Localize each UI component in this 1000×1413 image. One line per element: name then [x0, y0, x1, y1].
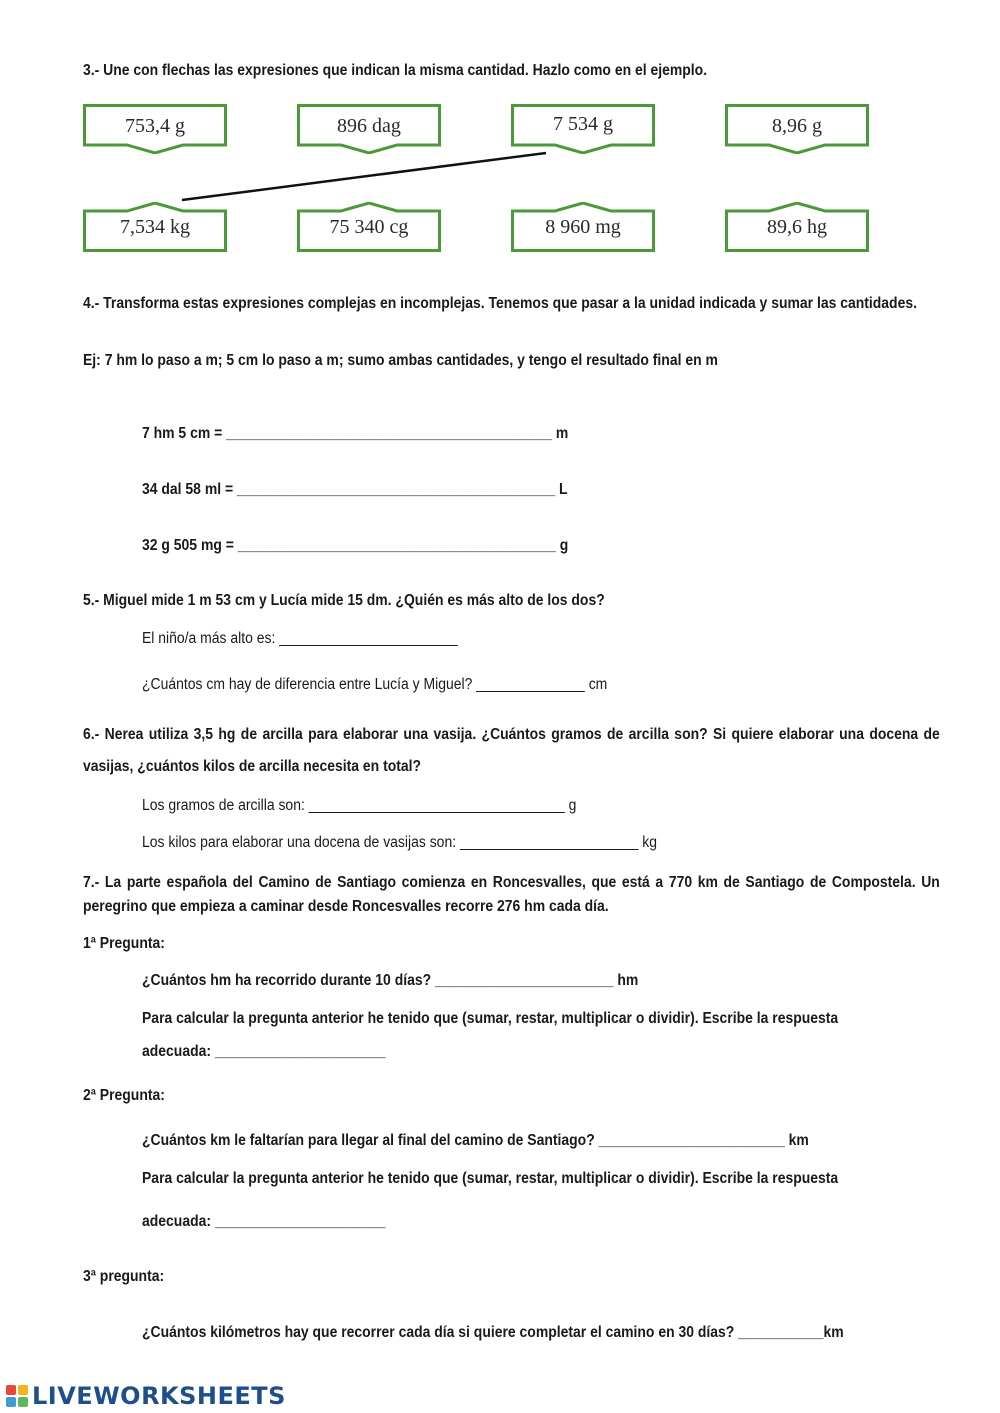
q5-answer-2[interactable]: ¿Cuántos cm hay de diferencia entre Lucía y Miguel? ______________ cm: [142, 676, 608, 693]
bottom-box-1-label: 7,534 kg: [120, 216, 190, 238]
q4-item-1-blank[interactable]: __________________________________________: [226, 425, 552, 442]
q4-item-2-unit: L: [555, 481, 568, 498]
q4-item-3-blank[interactable]: _________________________________________: [237, 537, 556, 554]
q6-answer-1[interactable]: Los gramos de arcilla son: _________________________________ g: [142, 797, 577, 814]
liveworksheets-logo[interactable]: [6, 1380, 286, 1412]
q4-item-3-unit: g: [555, 537, 569, 554]
q7-part2-label: 2ª Pregunta:: [83, 1087, 165, 1104]
q4-item-2[interactable]: [142, 480, 568, 500]
q7-part1-method: Para calcular la pregunta anterior he tenido que (sumar, restar, multiplicar o dividir). Escribe la respuesta: [142, 1010, 839, 1027]
q4-item-2-blank[interactable]: _________________________________________: [237, 481, 556, 498]
q4-item-3[interactable]: [142, 536, 568, 556]
q7-part1-label: 1ª Pregunta:: [83, 935, 165, 952]
q7-part2-answer[interactable]: adecuada: ______________________: [142, 1213, 386, 1230]
q7-part3-question[interactable]: ¿Cuántos kilómetros hay que recorrer cada día si quiere completar el camino en 30 días? ___________km: [142, 1324, 844, 1341]
bottom-box-2-label: 75 340 cg: [329, 216, 409, 238]
q4-item-1-unit: m: [551, 425, 569, 442]
logo-square: [18, 1385, 28, 1395]
bottom-box-1[interactable]: [83, 202, 227, 250]
top-box-2-label: 896 dag: [337, 115, 401, 137]
q4-item-1-expr: 7 hm 5 cm =: [142, 425, 227, 442]
q7-part2-method: Para calcular la pregunta anterior he tenido que (sumar, restar, multiplicar o dividir). Escribe la respuesta: [142, 1170, 839, 1187]
q7-part1-question[interactable]: ¿Cuántos hm ha recorrido durante 10 días? _______________________ hm: [142, 972, 639, 989]
logo-text: LIVEWORKSHEETS: [32, 1382, 286, 1410]
top-box-3-label: 7 534 g: [553, 113, 613, 135]
q5-answer-1[interactable]: El niño/a más alto es: _______________________: [142, 630, 458, 647]
q4-title: 4.- Transforma estas expresiones complejas en incomplejas. Tenemos que pasar a la unidad indicada y sumar las cantidades.: [83, 295, 917, 312]
logo-square: [6, 1397, 16, 1407]
bottom-box-4[interactable]: [725, 202, 869, 250]
top-box-1-label: 753,4 g: [125, 115, 185, 137]
logo-square: [18, 1397, 28, 1407]
bottom-box-2[interactable]: [297, 202, 441, 250]
logo-square: [6, 1385, 16, 1395]
q7-part2-question[interactable]: ¿Cuántos km le faltarían para llegar al final del camino de Santiago? ________________________ km: [142, 1132, 809, 1149]
bottom-box-3-label: 8 960 mg: [545, 216, 621, 238]
q7-part3-label: 3ª pregunta:: [83, 1268, 165, 1285]
bottom-box-4-label: 89,6 hg: [767, 216, 827, 238]
logo-squares-icon: [6, 1385, 28, 1407]
q4-item-3-expr: 32 g 505 mg =: [142, 537, 238, 554]
top-box-4-label: 8,96 g: [772, 115, 822, 137]
q5-title: 5.- Miguel mide 1 m 53 cm y Lucía mide 15 dm. ¿Quién es más alto de los dos?: [83, 592, 605, 609]
q3-title: 3.- Une con flechas las expresiones que indican la misma cantidad. Hazlo como en el ejemplo.: [83, 62, 708, 79]
q6-answer-2[interactable]: Los kilos para elaborar una docena de vasijas son: _______________________ kg: [142, 834, 658, 851]
q4-item-1[interactable]: [142, 424, 568, 444]
q4-example: Ej: 7 hm lo paso a m; 5 cm lo paso a m; sumo ambas cantidades, y tengo el resultado final en m: [83, 352, 718, 369]
q6-title: 6.- Nerea utiliza 3,5 hg de arcilla para elaborar una vasija. ¿Cuántos gramos de arcilla son? Si quiere elaborar una docena de vasijas, ¿cuántos kilos de arcilla necesita en total?: [83, 726, 940, 775]
q4-item-2-expr: 34 dal 58 ml =: [142, 481, 238, 498]
q7-title: 7.- La parte española del Camino de Santiago comienza en Roncesvalles, que está a 770 km de Santiago de Compostela. Un peregrino que empieza a caminar desde Roncesvalles recorre 276 hm cada día.: [83, 874, 940, 915]
bottom-box-3[interactable]: [511, 202, 655, 250]
q7-part1-answer[interactable]: adecuada: ______________________: [142, 1043, 386, 1060]
